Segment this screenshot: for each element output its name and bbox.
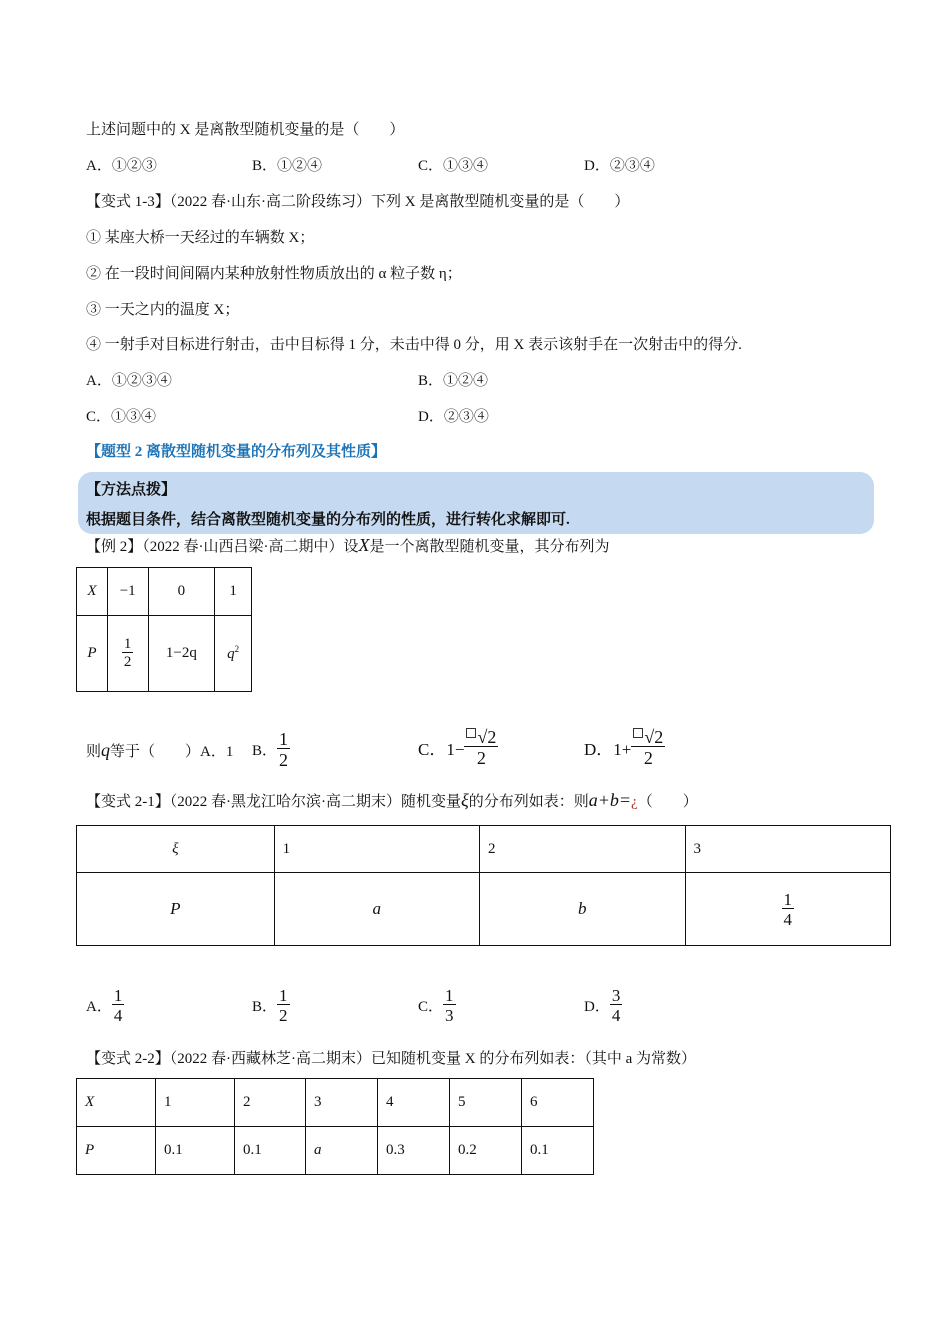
variation-2-2-table [76,1078,594,1175]
example-2-option-b: B． $\frac{1}{2}$ [252,729,289,770]
table-cell: 0.1 [235,1127,306,1175]
example-2-option-c: C．1− $\frac{√2}{2}$ [418,727,497,768]
table-cell: 4 [378,1079,450,1127]
table-cell: 0.3 [378,1127,450,1175]
example-2-table [76,567,252,692]
table-cell: 0 [148,568,215,616]
variation-1-3-item-2: ② 在一段时间间隔内某种放射性物质放出的 α 粒子数 η； [86,266,462,282]
table-cell: ξ [77,826,275,873]
table-cell: 1 [156,1079,235,1127]
table-cell: $q^2$ [215,616,252,692]
variation-1-3-item-4: ④ 一射手对目标进行射击，击中目标得 1 分，未击中得 0 分，用 X 表示该射手在一次射击中的得分. [86,337,742,353]
table-cell: $\frac{1}{4}$ [685,873,891,946]
table-cell: 1−2q [148,616,215,692]
table-cell: 6 [522,1079,594,1127]
table-cell: 0.1 [156,1127,235,1175]
table-cell: P [77,1127,156,1175]
table-cell: b [480,873,685,946]
example-2-option-d: D．1+ $\frac{√2}{2}$ [584,727,664,768]
variation-1-3-item-1: ① 某座大桥一天经过的车辆数 X； [86,230,315,246]
table-cell: 1 [215,568,252,616]
table-cell: X [77,1079,156,1127]
table-cell: a [306,1127,378,1175]
example-2-head [86,535,610,556]
table-cell: 1 [274,826,479,873]
method-text: 根据题目条件，结合离散型随机变量的分布列的性质，进行转化求解即可. [86,512,570,528]
table-cell: 0.2 [450,1127,522,1175]
method-box [78,472,874,534]
table-cell: 2 [480,826,685,873]
variation-2-1-table [76,825,891,946]
table-cell: 0.1 [522,1127,594,1175]
variation-1-3-option-d: D．②③④ [418,409,489,425]
option-c: C．①③④ [418,158,489,174]
table-cell [107,616,148,692]
option-d: D．②③④ [584,158,655,174]
variation-1-3-option-c: C．①③④ [86,409,157,425]
variation-2-1-option-d: D． $\frac{3}{4}$ [584,986,621,1025]
option-a: A．①②③ [86,158,157,174]
variation-1-3-option-b: B．①②④ [418,373,489,389]
table-cell: X [77,568,108,616]
section-title: 【题型 2 离散型随机变量的分布列及其性质】 [86,444,387,460]
table-cell: P [77,873,275,946]
question-stem: 上述问题中的 X 是离散型随机变量的是（ ） [86,122,405,138]
option-b: B．①②④ [252,158,323,174]
table-cell: 3 [306,1079,378,1127]
table-cell: 5 [450,1079,522,1127]
table-cell: 2 [235,1079,306,1127]
method-title: 【方法点拨】 [86,482,177,498]
variation-2-2-head: 【变式 2-2】（2022 春·西藏林芝·高二期末）已知随机变量 X 的分布列如表：（其中 a 为常数） [86,1051,696,1067]
variation-2-1-head: 【变式 2-1】（2022 春·黑龙江哈尔滨·高二期末）随机变量ξ的分布列如表：则a+b=¿（ ） [86,790,698,810]
example-2-head-tail: 是一个离散型随机变量，其分布列为 [369,539,610,555]
table-cell: 3 [685,826,891,873]
example-2-var: X [358,535,370,555]
variation-1-3-item-3: ③ 一天之内的温度 X； [86,302,240,318]
variation-2-1-option-b: B． $\frac{1}{2}$ [252,986,288,1025]
variation-1-3-head: 【变式 1-3】（2022 春·山东·高二阶段练习）下列 X 是离散型随机变量的是（ ） [86,194,630,210]
variation-1-3-option-a: A．①②③④ [86,373,172,389]
variation-2-1-option-a: A． $\frac{1}{4}$ [86,986,123,1025]
table-cell: −1 [107,568,148,616]
example-2-head-text: 【例 2】（2022 春·山西吕梁·高二期中）设 [86,539,359,555]
table-cell: P [77,616,108,692]
variation-2-1-option-c: C． $\frac{1}{3}$ [418,986,454,1025]
example-2-ask: 则q等于（ ）A．1 [86,740,234,760]
table-cell: a [274,873,479,946]
fraction: $\frac{1}{2}$ [123,636,132,670]
